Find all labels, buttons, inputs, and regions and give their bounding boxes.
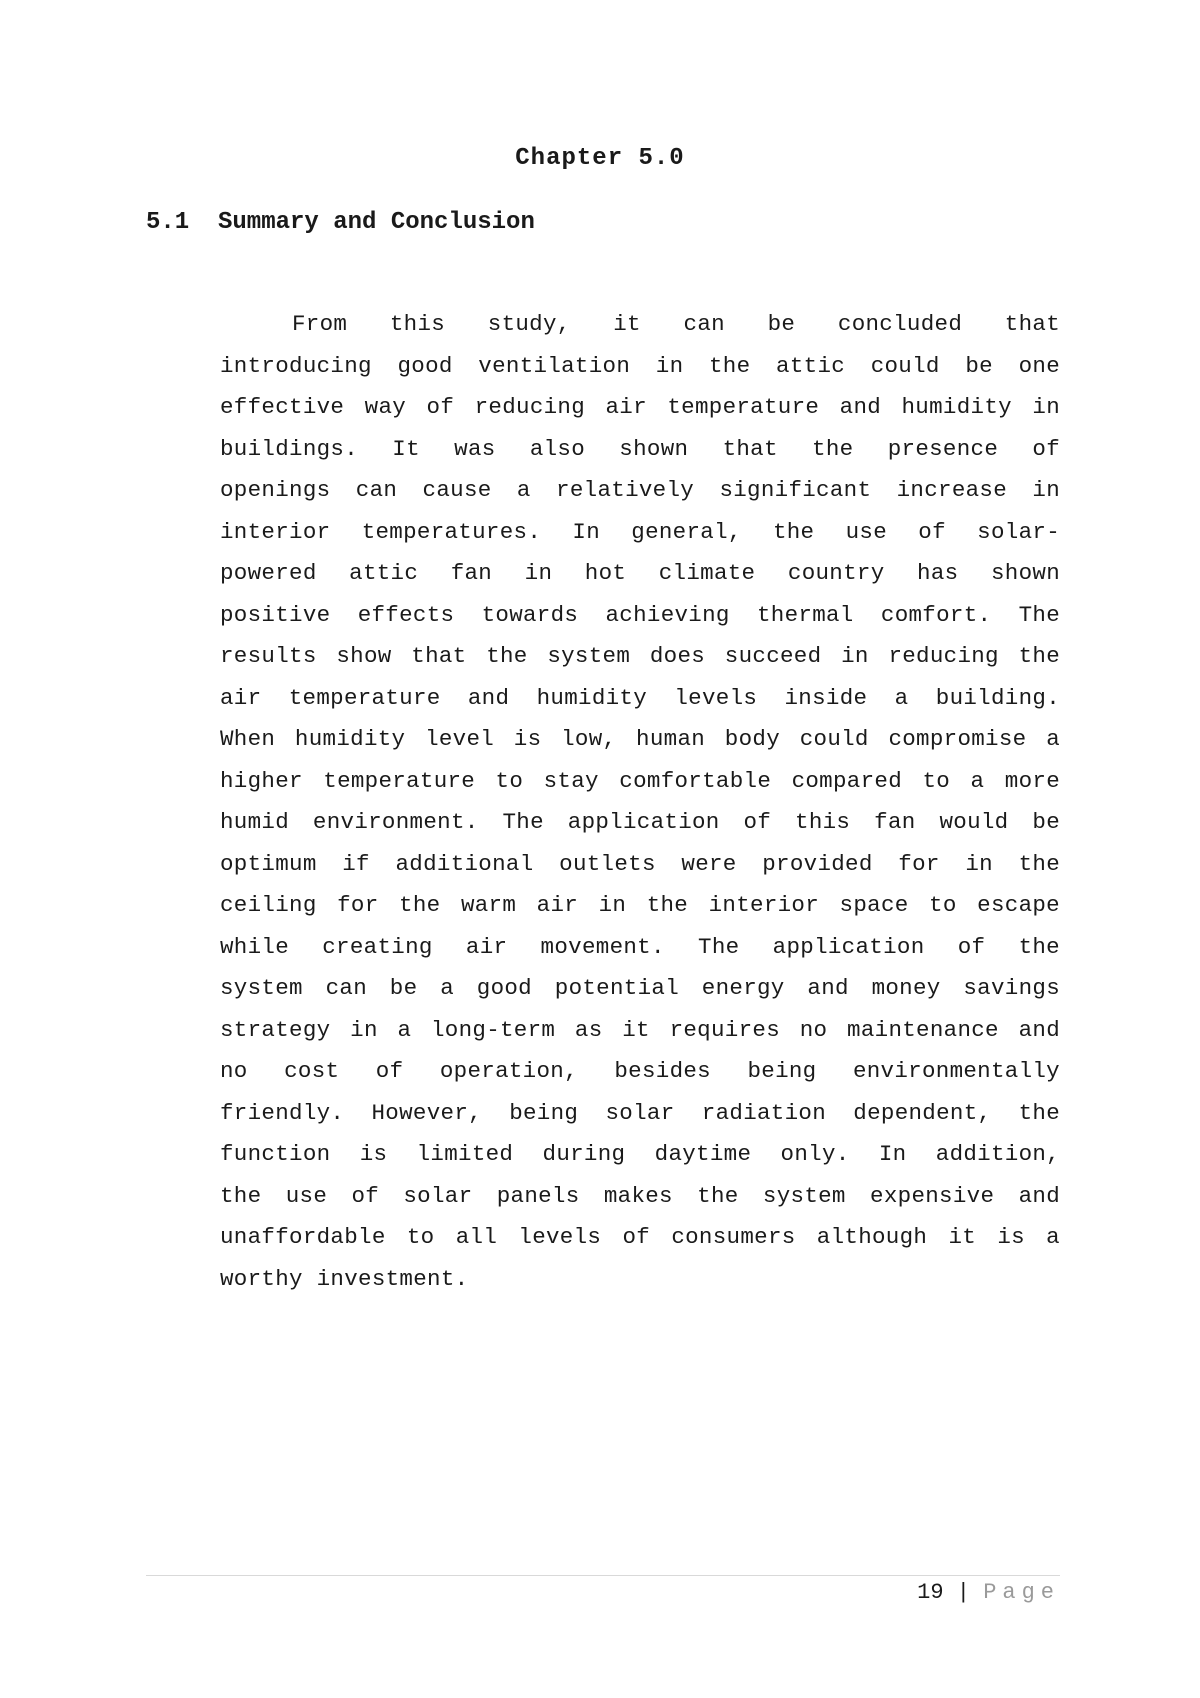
- paragraph-line: unaffordable to all levels of consumers although it is a: [220, 1224, 1060, 1250]
- paragraph-line: introducing good ventilation in the attic could be one: [220, 352, 1060, 379]
- body-paragraph: [220, 304, 1060, 1300]
- paragraph-line: buildings. It was also shown that the presence of: [220, 435, 1060, 462]
- footer-divider: [146, 1575, 1060, 1576]
- page-footer: [917, 1580, 1060, 1605]
- paragraph-line: while creating air movement. The application of the: [220, 933, 1060, 960]
- footer-separator: |: [956, 1580, 970, 1605]
- paragraph-line: interior temperatures. In general, the use of solar-: [220, 518, 1060, 545]
- section-number: 5.1: [146, 209, 190, 236]
- paragraph-line: From this study, it can be concluded that: [292, 311, 1060, 337]
- paragraph-line: no cost of operation, besides being environmentally: [220, 1058, 1060, 1084]
- paragraph-line: higher temperature to stay comfortable compared to a more: [220, 767, 1060, 794]
- section-title: Summary and Conclusion: [218, 209, 535, 236]
- paragraph-line: optimum if additional outlets were provided for in the: [220, 850, 1060, 877]
- paragraph-line: system can be a good potential energy and money savings: [220, 975, 1060, 1001]
- paragraph-line: openings can cause a relatively significant increase in: [220, 477, 1060, 503]
- paragraph-line: function is limited during daytime only. In addition,: [220, 1141, 1060, 1167]
- paragraph-line: the use of solar panels makes the system expensive and: [220, 1182, 1060, 1209]
- paragraph-line: effective way of reducing air temperature and humidity in: [220, 394, 1060, 420]
- chapter-title: Chapter 5.0: [515, 145, 685, 172]
- paragraph-line: ceiling for the warm air in the interior space to escape: [220, 892, 1060, 918]
- paragraph-line: positive effects towards achieving thermal comfort. The: [220, 601, 1060, 628]
- paragraph-line: results show that the system does succeed in reducing the: [220, 643, 1060, 669]
- paragraph-line: When humidity level is low, human body could compromise a: [220, 726, 1060, 752]
- paragraph-line: strategy in a long-term as it requires no maintenance and: [220, 1016, 1060, 1043]
- page-label: Page: [983, 1580, 1060, 1605]
- paragraph-line: humid environment. The application of this fan would be: [220, 809, 1060, 835]
- paragraph-line: friendly. However, being solar radiation dependent, the: [220, 1099, 1060, 1126]
- paragraph-line: powered attic fan in hot climate country has shown: [220, 560, 1060, 586]
- paragraph-line: worthy investment.: [220, 1265, 469, 1292]
- page-number: 19: [917, 1580, 944, 1605]
- section-heading: [146, 209, 535, 236]
- paragraph-line: air temperature and humidity levels inside a building.: [220, 684, 1060, 711]
